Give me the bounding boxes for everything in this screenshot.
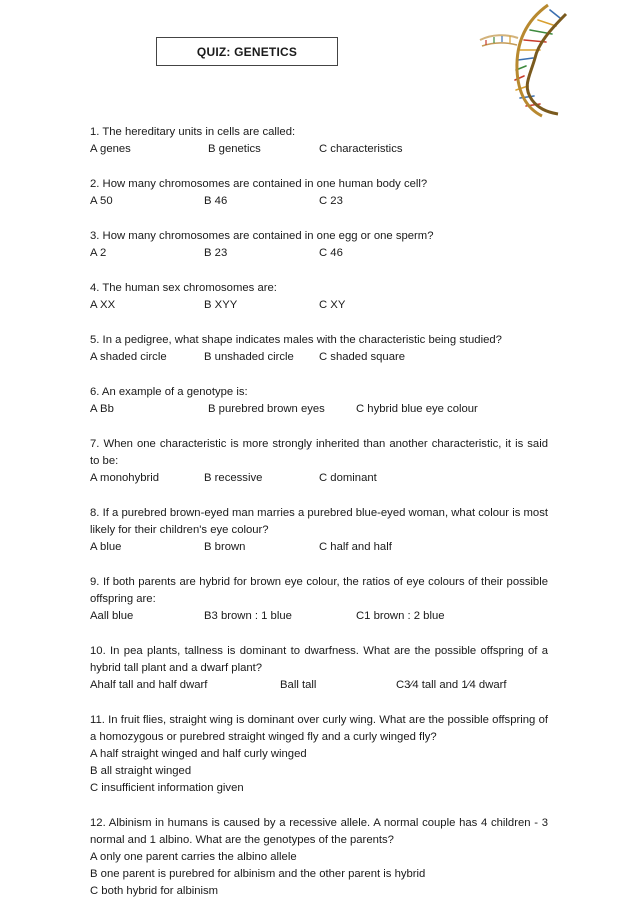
- question-6: [90, 384, 548, 418]
- option-b: B 46: [204, 195, 228, 207]
- question-text: 10. In pea plants, tallness is dominant to dwarfness. What are the possible offspring of a hybrid tall plant and a dwarf plant?: [90, 645, 548, 674]
- option-c: C both hybrid for albinism: [90, 885, 219, 897]
- option-a: Aall blue: [90, 610, 134, 622]
- option-c: C hybrid blue eye colour: [356, 403, 478, 415]
- quiz-questions: [90, 124, 548, 918]
- options-row: [90, 349, 548, 366]
- options-row: [90, 470, 548, 487]
- option-c: C 23: [319, 195, 343, 207]
- question-text: 1. The hereditary units in cells are called:: [90, 126, 296, 138]
- question-8: [90, 505, 548, 556]
- question-11: [90, 712, 548, 797]
- question-text: 4. The human sex chromosomes are:: [90, 282, 277, 294]
- options-row: [90, 539, 548, 556]
- options-row: [90, 677, 548, 694]
- question-5: [90, 332, 548, 366]
- question-text: 2. How many chromosomes are contained in one human body cell?: [90, 178, 428, 190]
- option-b: B XYY: [204, 299, 238, 311]
- options-row: [90, 193, 548, 210]
- question-text: 5. In a pedigree, what shape indicates males with the characteristic being studied?: [90, 334, 502, 346]
- question-7: [90, 436, 548, 487]
- option-a: A only one parent carries the albino allele: [90, 851, 297, 863]
- option-c: C dominant: [319, 472, 377, 484]
- option-a: A 50: [90, 195, 113, 207]
- question-12: [90, 815, 548, 900]
- question-1: [90, 124, 548, 158]
- options-row: [90, 297, 548, 314]
- question-text: 11. In fruit flies, straight wing is dominant over curly wing. What are the possible offspring of a homozygous or purebred straight winged fly and a curly winged fly?: [90, 714, 548, 743]
- option-b: B genetics: [208, 143, 261, 155]
- option-c: C3⁄4 tall and 1⁄4 dwarf: [396, 679, 507, 691]
- options-row: [90, 608, 548, 625]
- option-c: C half and half: [319, 541, 392, 553]
- option-c: C1 brown : 2 blue: [356, 610, 445, 622]
- option-b: Ball tall: [280, 679, 317, 691]
- option-b: B recessive: [204, 472, 263, 484]
- options-row: [90, 401, 548, 418]
- option-b: B one parent is purebred for albinism and the other parent is hybrid: [90, 868, 426, 880]
- question-text: 6. An example of a genotype is:: [90, 386, 248, 398]
- option-b: B 23: [204, 247, 228, 259]
- options-row: [90, 245, 548, 262]
- option-a: A 2: [90, 247, 107, 259]
- options-row: [90, 141, 548, 158]
- option-c: C 46: [319, 247, 343, 259]
- option-a: A monohybrid: [90, 472, 160, 484]
- option-a: A Bb: [90, 403, 114, 415]
- option-b: B unshaded circle: [204, 351, 294, 363]
- question-text: 12. Albinism in humans is caused by a recessive allele. A normal couple has 4 children - 3 normal and 1 albino. What are the genotypes of the parents?: [90, 817, 548, 846]
- option-c: C shaded square: [319, 351, 406, 363]
- option-b: B brown: [204, 541, 246, 553]
- option-a: A blue: [90, 541, 122, 553]
- question-4: [90, 280, 548, 314]
- quiz-title: QUIZ: GENETICS: [156, 37, 338, 66]
- option-b: B all straight winged: [90, 765, 192, 777]
- option-a: A shaded circle: [90, 351, 167, 363]
- option-c: C characteristics: [319, 143, 403, 155]
- option-a: Ahalf tall and half dwarf: [90, 679, 208, 691]
- option-c: C XY: [319, 299, 346, 311]
- option-a: A genes: [90, 143, 131, 155]
- option-b: B3 brown : 1 blue: [204, 610, 292, 622]
- option-a: A half straight winged and half curly winged: [90, 748, 307, 760]
- question-text: 3. How many chromosomes are contained in one egg or one sperm?: [90, 230, 434, 242]
- question-text: 8. If a purebred brown-eyed man marries a purebred blue-eyed woman, what colour is most likely for their children's eye colour?: [90, 507, 548, 536]
- question-2: [90, 176, 548, 210]
- question-text: 7. When one characteristic is more strongly inherited than another characteristic, it is said to be:: [90, 438, 548, 467]
- option-b: B purebred brown eyes: [208, 403, 325, 415]
- option-a: A XX: [90, 299, 116, 311]
- dna-helix-image: [420, 0, 590, 130]
- question-10: [90, 643, 548, 694]
- question-text: 9. If both parents are hybrid for brown eye colour, the ratios of eye colours of their possible offspring are:: [90, 576, 548, 605]
- option-c: C insufficient information given: [90, 782, 244, 794]
- question-9: [90, 574, 548, 625]
- question-3: [90, 228, 548, 262]
